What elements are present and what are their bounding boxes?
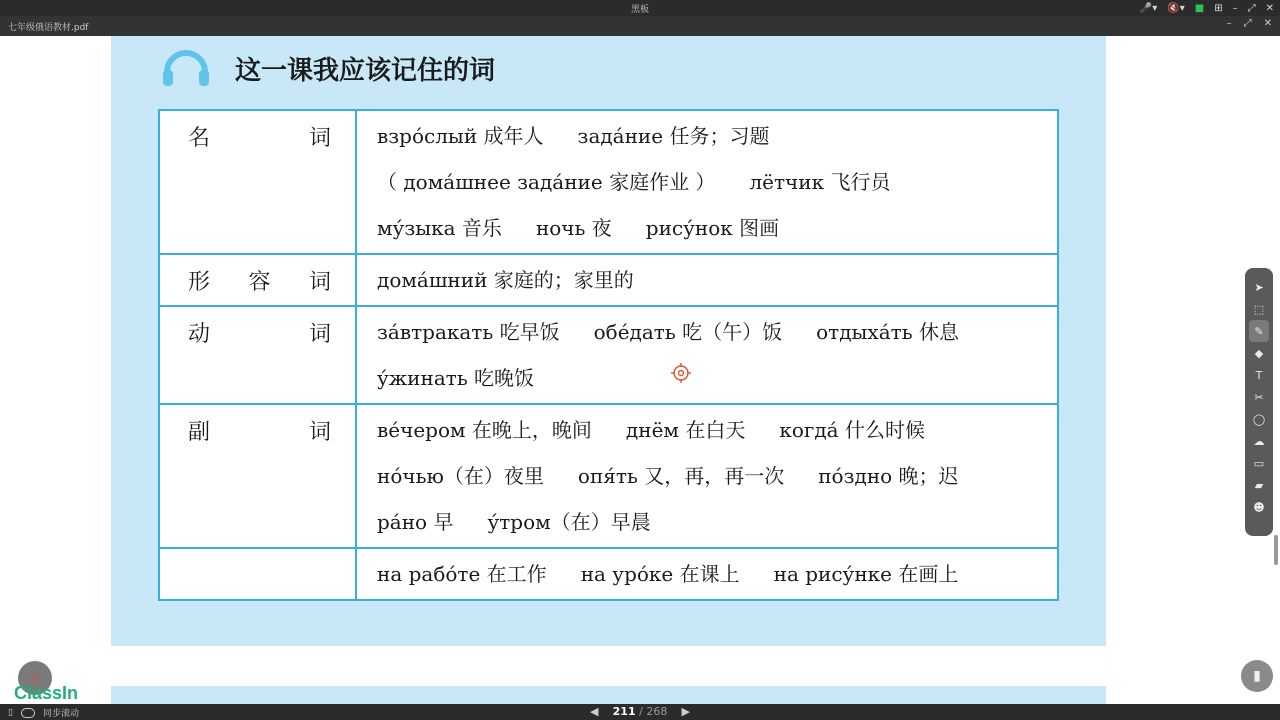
category-char: 词 (308, 126, 331, 151)
vocab-table (158, 109, 1059, 601)
next-page-icon[interactable]: ▶ (681, 705, 690, 718)
vocab-entry: у́жинать 吃晚饭 (377, 366, 535, 390)
file-close-icon[interactable]: ✕ (1263, 18, 1272, 29)
word-line (377, 417, 1057, 463)
vocab-entry: зада́ние 任务；习题 (577, 124, 770, 148)
pen-tool-icon[interactable]: ✎ (1249, 320, 1269, 342)
category-char: 副 (188, 420, 211, 445)
vocab-entry: у́тром（在）早晨 (487, 510, 651, 534)
vocab-row (159, 254, 1058, 306)
whiteboard-toolbar (1245, 268, 1273, 536)
text-tool-icon[interactable]: T (1255, 368, 1263, 382)
pager (590, 705, 690, 718)
speaker-icon[interactable]: 🔇▾ (1167, 2, 1185, 14)
sync-scroll-label: 同步滚动 (42, 709, 79, 719)
vocab-entry: ве́чером 在晚上，晚间 (377, 418, 592, 442)
prev-page-icon[interactable]: ◀ (590, 705, 599, 718)
file-expand-icon[interactable]: ⤢ (1243, 18, 1252, 29)
vocab-row (159, 110, 1058, 254)
scrollbar[interactable] (1274, 535, 1278, 565)
vocab-entry: на рабо́те 在工作 (377, 562, 547, 586)
category-cell (159, 254, 356, 306)
title-bar (0, 0, 1280, 16)
folder-icon[interactable]: ▭ (1253, 456, 1265, 470)
current-page[interactable]: 211 (612, 705, 636, 718)
words-cell (356, 548, 1058, 600)
word-line (377, 169, 1057, 215)
vocab-entry: му́зыка 音乐 (377, 216, 502, 240)
window-title: 黑板 (630, 4, 649, 15)
classin-logo: ClassIn (14, 683, 79, 703)
vocab-entry: опя́ть 又，再，再一次 (577, 464, 785, 488)
vocab-row (159, 306, 1058, 404)
grid-icon[interactable]: ⊞ (1214, 2, 1223, 14)
eraser-icon[interactable]: ◆ (1254, 346, 1264, 360)
words-cell (356, 404, 1058, 548)
category-char: 容 (248, 270, 271, 295)
vocab-entry: когда́ 什么时候 (779, 418, 925, 442)
vocab-entry: по́здно 晚；迟 (818, 464, 959, 488)
category-char: 词 (308, 322, 331, 347)
headphones-icon (161, 42, 211, 90)
pdf-viewer[interactable] (0, 36, 1280, 704)
vocab-entry: на рису́нке 在画上 (773, 562, 959, 586)
trash-icon[interactable]: ▮ (1241, 660, 1273, 692)
title-controls (1140, 0, 1274, 16)
category-char: 词 (308, 270, 331, 295)
cloud-icon[interactable]: ☁ (1253, 434, 1265, 448)
section-title: 这一课我应该记住的词 (235, 56, 496, 86)
file-name: 七年级俄语教材.pdf (8, 23, 89, 33)
category-char: 动 (188, 322, 211, 347)
bottom-bar (0, 704, 1280, 720)
sync-scroll-toggle[interactable] (21, 708, 35, 718)
vocab-entry: дома́шний 家庭的；家里的 (377, 268, 634, 292)
category-cell (159, 306, 356, 404)
word-line (377, 463, 1057, 509)
word-line (377, 561, 1057, 587)
vocab-entry: но́чью（在）夜里 (377, 464, 544, 488)
page-separator: / (639, 705, 643, 718)
minimize-icon[interactable]: – (1232, 2, 1238, 14)
select-tool-icon[interactable]: ➤ (1254, 280, 1264, 294)
category-char: 形 (188, 270, 211, 295)
shape-tool-icon[interactable]: ◯ (1252, 412, 1266, 426)
vocab-row (159, 404, 1058, 548)
next-page-edge (111, 686, 1106, 704)
category-cell (159, 404, 356, 548)
mic-icon[interactable]: 🎤▾ (1139, 2, 1158, 14)
restore-icon[interactable]: ⤢ (1247, 2, 1256, 14)
camera-icon[interactable]: ■ (1194, 2, 1205, 14)
vocab-entry: отдыха́ть 休息 (816, 320, 959, 344)
sidebar-toggle-icon[interactable]: ▯ (8, 707, 13, 718)
words-cell (356, 254, 1058, 306)
vocab-entry: за́втракать 吃早饭 (377, 320, 560, 344)
vocab-entry: ра́но 早 (377, 510, 454, 534)
category-char: 名 (188, 126, 211, 151)
category-cell (159, 548, 356, 600)
classin-menu-button[interactable]: ♨ (18, 661, 52, 695)
scissors-icon[interactable]: ✂ (1254, 390, 1264, 404)
vocab-entry: ночь 夜 (535, 216, 612, 240)
chat-icon[interactable]: ▰ (1254, 478, 1264, 492)
vocab-entry: лётчик 飞行员 (749, 170, 891, 194)
vocab-entry: на уро́ке 在课上 (580, 562, 740, 586)
word-line (377, 319, 1057, 365)
vocab-row (159, 548, 1058, 600)
pointer-cursor-icon (671, 363, 691, 383)
words-cell (356, 110, 1058, 254)
file-minimize-icon[interactable]: – (1226, 18, 1232, 29)
pdf-page (111, 36, 1106, 646)
file-bar (0, 16, 1280, 36)
word-line (377, 267, 1057, 293)
users-icon[interactable]: ☻ (1253, 500, 1265, 514)
word-line (377, 365, 1057, 391)
close-icon[interactable]: ✕ (1265, 2, 1274, 14)
total-pages: 268 (646, 705, 668, 718)
vocab-entry: рису́нок 图画 (645, 216, 780, 240)
category-char: 词 (308, 420, 331, 445)
vocab-entry: （ дома́шнее зада́ние 家庭作业 ） (377, 170, 716, 194)
area-select-icon[interactable]: ⬚ (1253, 302, 1265, 316)
category-cell (159, 110, 356, 254)
word-line (377, 509, 1057, 535)
vocab-entry: взро́слый 成年人 (377, 124, 544, 148)
word-line (377, 123, 1057, 169)
word-line (377, 215, 1057, 241)
vocab-entry: днём 在白天 (625, 418, 746, 442)
words-cell (356, 306, 1058, 404)
vocab-entry: обе́дать 吃（午）饭 (593, 320, 783, 344)
